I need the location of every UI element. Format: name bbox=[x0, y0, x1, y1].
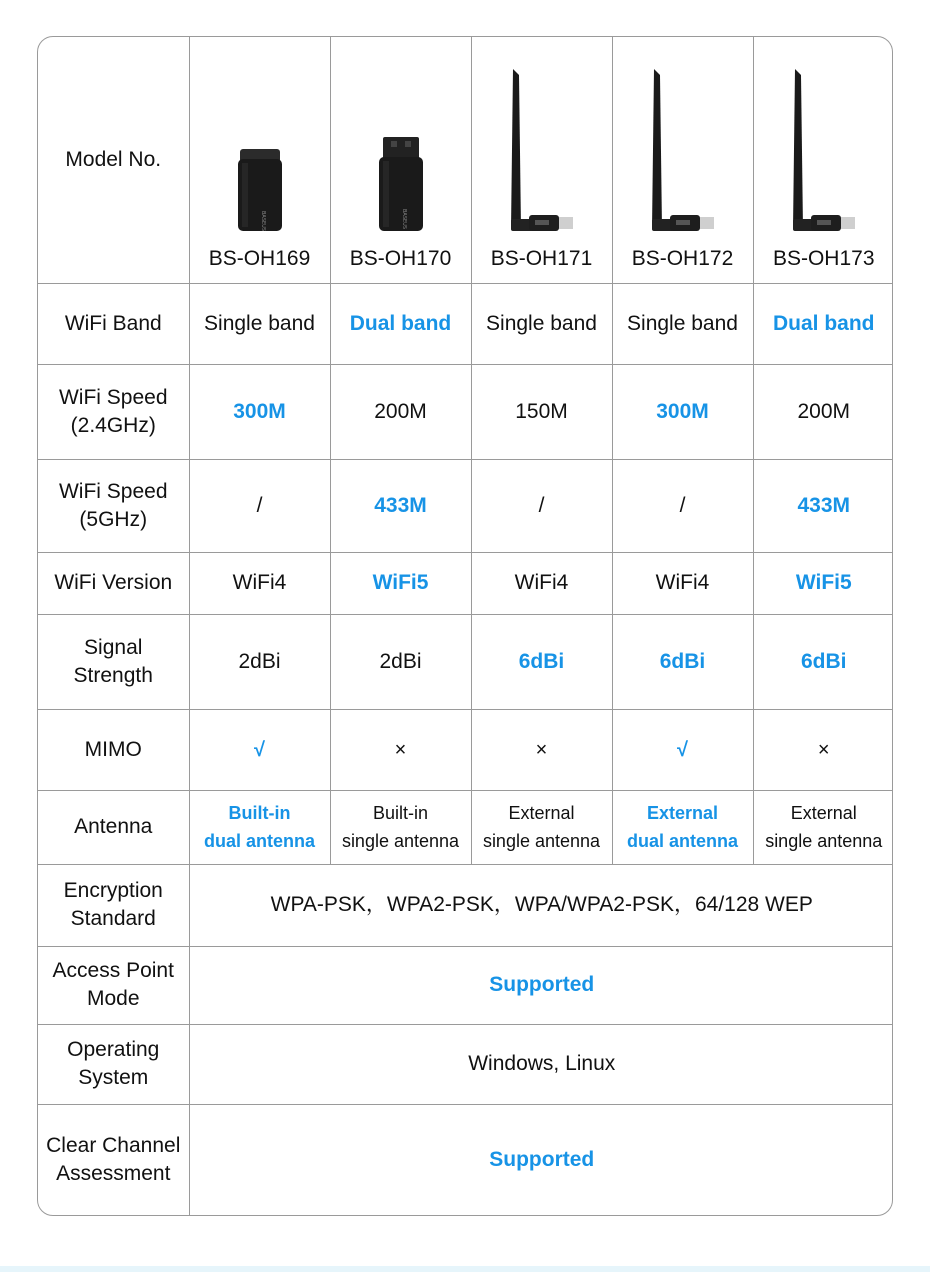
label-signal bbox=[38, 614, 189, 709]
model-name: BS-OH170 bbox=[349, 246, 452, 270]
footer-bar bbox=[0, 1266, 930, 1272]
row-ap-mode bbox=[38, 946, 893, 1024]
signal-value: 2dBi bbox=[330, 614, 471, 709]
antenna-value bbox=[471, 790, 612, 864]
label-line: Signal bbox=[84, 635, 143, 659]
version-value: WiFi5 bbox=[753, 552, 893, 614]
label-line: Encryption bbox=[63, 879, 163, 902]
label-version: WiFi Version bbox=[38, 552, 189, 614]
speed-24-value: 300M bbox=[189, 364, 330, 459]
model-name: BS-OH173 bbox=[772, 246, 875, 270]
usb-adapter-with-antenna-image bbox=[507, 69, 577, 233]
version-value: WiFi4 bbox=[471, 552, 612, 614]
ap-mode-value: Supported bbox=[189, 946, 893, 1024]
comparison-table bbox=[37, 36, 893, 1216]
speed-5-value: / bbox=[471, 459, 612, 552]
antenna-line: External bbox=[508, 803, 575, 823]
speed-24-value: 300M bbox=[612, 364, 753, 459]
label-model: Model No. bbox=[38, 37, 189, 283]
version-value: WiFi4 bbox=[189, 552, 330, 614]
check-mark-icon: √ bbox=[189, 709, 330, 790]
label-line: Clear Channel bbox=[46, 1134, 181, 1158]
label-line: Strength bbox=[73, 663, 153, 687]
usb-adapter-with-antenna-image bbox=[648, 69, 718, 233]
speed-5-value: 433M bbox=[330, 459, 471, 552]
model-name: BS-OH169 bbox=[208, 246, 311, 270]
label-line: Operating bbox=[67, 1038, 160, 1061]
band-value: Single band bbox=[612, 283, 753, 364]
speed-5-value: / bbox=[189, 459, 330, 552]
antenna-value bbox=[612, 790, 753, 864]
model-cell-5 bbox=[753, 37, 893, 283]
cca-value: Supported bbox=[489, 1148, 595, 1172]
model-cell-1 bbox=[189, 37, 330, 283]
row-encryption bbox=[38, 864, 893, 946]
antenna-line: External bbox=[790, 803, 857, 823]
model-cell-2 bbox=[330, 37, 471, 283]
band-value: Dual band bbox=[330, 283, 471, 364]
label-antenna: Antenna bbox=[38, 790, 189, 864]
antenna-line: Built-in bbox=[372, 803, 429, 823]
row-mimo bbox=[38, 709, 893, 790]
speed-5-value: / bbox=[612, 459, 753, 552]
label-speed-24 bbox=[38, 364, 189, 459]
usb-dongle-compact-image bbox=[377, 137, 425, 233]
svg-text:BASEUS: BASEUS bbox=[259, 210, 266, 231]
row-cca bbox=[38, 1104, 893, 1216]
usb-adapter-with-antenna-image bbox=[789, 69, 859, 233]
encryption-value: WPA-PSK，WPA2-PSK，WPA/WPA2-PSK，64/128 WEP bbox=[189, 864, 893, 946]
cross-mark-icon: × bbox=[330, 709, 471, 790]
label-line: WiFi Speed bbox=[58, 479, 168, 503]
antenna-line: single antenna bbox=[765, 831, 883, 851]
label-mimo: MIMO bbox=[38, 709, 189, 790]
speed-24-value: 200M bbox=[330, 364, 471, 459]
label-line: Assessment bbox=[56, 1162, 171, 1186]
antenna-line: single antenna bbox=[482, 831, 601, 851]
os-value: Windows, Linux bbox=[189, 1024, 893, 1104]
label-ap-mode bbox=[38, 946, 189, 1024]
label-line: System bbox=[78, 1066, 149, 1089]
speed-24-value: 200M bbox=[753, 364, 893, 459]
label-speed-5 bbox=[38, 459, 189, 552]
usb-dongle-compact-image bbox=[236, 149, 284, 233]
row-speed-5 bbox=[38, 459, 893, 552]
band-value: Dual band bbox=[753, 283, 893, 364]
label-line: (5GHz) bbox=[79, 507, 148, 531]
check-mark-icon: √ bbox=[612, 709, 753, 790]
label-line: Access Point bbox=[52, 959, 174, 982]
signal-value: 6dBi bbox=[612, 614, 753, 709]
label-encryption bbox=[38, 864, 189, 946]
antenna-line: dual antenna bbox=[626, 831, 738, 851]
row-version bbox=[38, 552, 893, 614]
antenna-value bbox=[330, 790, 471, 864]
antenna-value bbox=[753, 790, 893, 864]
version-value: WiFi5 bbox=[330, 552, 471, 614]
row-model bbox=[38, 37, 893, 283]
antenna-line: dual antenna bbox=[203, 831, 315, 851]
label-cca bbox=[38, 1104, 189, 1216]
cross-mark-icon: × bbox=[471, 709, 612, 790]
version-value: WiFi4 bbox=[612, 552, 753, 614]
cross-mark-icon: × bbox=[753, 709, 893, 790]
antenna-line: Built-in bbox=[228, 803, 291, 823]
antenna-line: single antenna bbox=[341, 831, 460, 851]
model-name: BS-OH172 bbox=[631, 246, 734, 270]
row-band bbox=[38, 283, 893, 364]
label-os bbox=[38, 1024, 189, 1104]
model-cell-3 bbox=[471, 37, 612, 283]
label-line: WiFi Speed bbox=[58, 385, 168, 409]
svg-text:BASEUS: BASEUS bbox=[400, 208, 407, 229]
band-value: Single band bbox=[189, 283, 330, 364]
signal-value: 2dBi bbox=[189, 614, 330, 709]
antenna-line: External bbox=[646, 803, 719, 823]
signal-value: 6dBi bbox=[753, 614, 893, 709]
label-line: (2.4GHz) bbox=[70, 413, 156, 437]
model-name: BS-OH171 bbox=[490, 246, 593, 270]
antenna-value bbox=[189, 790, 330, 864]
speed-5-value: 433M bbox=[753, 459, 893, 552]
model-cell-4 bbox=[612, 37, 753, 283]
row-speed-24 bbox=[38, 364, 893, 459]
signal-value: 6dBi bbox=[471, 614, 612, 709]
row-signal bbox=[38, 614, 893, 709]
label-line: Standard bbox=[70, 907, 156, 930]
row-antenna bbox=[38, 790, 893, 864]
speed-24-value: 150M bbox=[471, 364, 612, 459]
label-band: WiFi Band bbox=[38, 283, 189, 364]
label-line: Mode bbox=[86, 987, 140, 1010]
band-value: Single band bbox=[471, 283, 612, 364]
row-os bbox=[38, 1024, 893, 1104]
